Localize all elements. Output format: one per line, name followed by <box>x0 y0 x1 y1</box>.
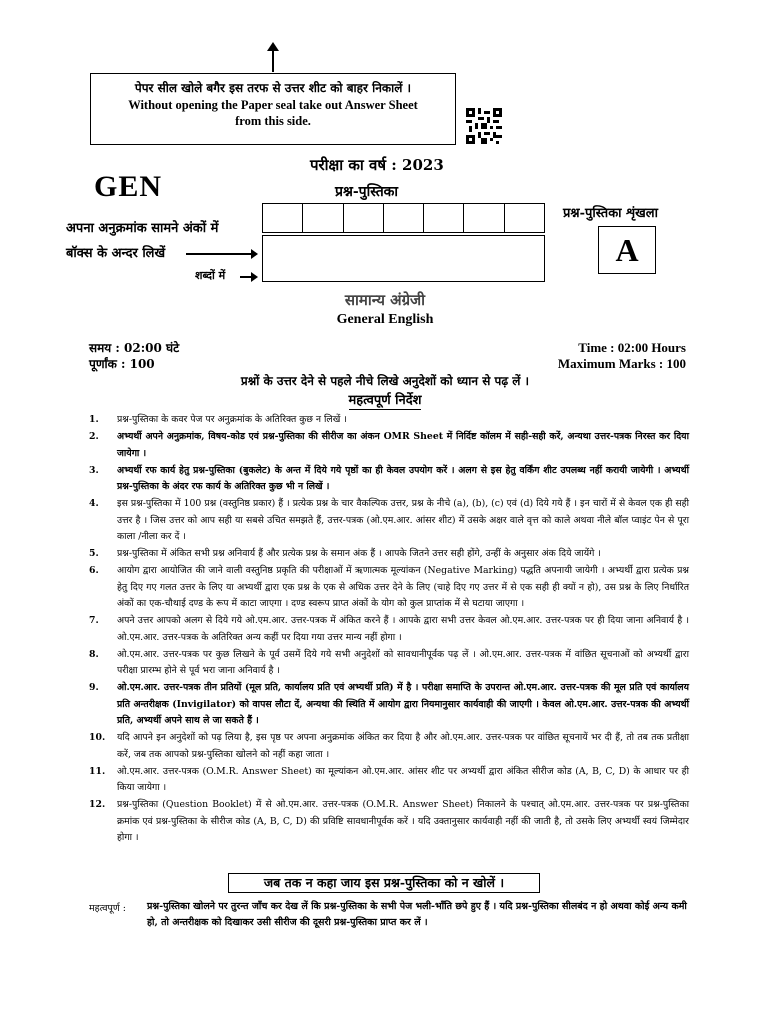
subject-hindi: सामान्य अंग्रेजी <box>344 291 426 309</box>
roll-digit-box[interactable] <box>464 204 504 232</box>
item-number: 1. <box>89 414 99 425</box>
list-item <box>89 680 689 730</box>
item-text: प्रश्न-पुस्तिका (Question Booklet) में से ओ.एम.आर. उत्तर-पत्रक (O.M.R. Answer Sheet) निकालने के पश्चात् ओ.एम.आर. उत्तर-पत्रक पर प्रश्न-पुस्तिका क्रमांक एवं प्रश्न-पुस्तिका के सीरीज कोड (A, B, C, D) की प्रविष्टि सावधानीपूर्वक करें । यदि उक्तानुसार कार्यवाही नहीं की जाती है, तो उसके लिए अभ्यर्थी स्वयं जिम्मेदार होगा । <box>117 799 689 843</box>
time-marks-hindi <box>89 340 179 372</box>
item-text: इस प्रश्न-पुस्तिका में 100 प्रश्न (वस्तुनिष्ठ प्रकार) हैं । प्रत्येक प्रश्न के चार वैकल्पिक उत्तर, प्रश्न के नीचे (a), (b), (c) एवं (d) दिये गये हैं । इन चारों में से केवल एक ही सही उत्तर है । जिस उत्तर को आप सही या सबसे उचित समझते हैं, उत्तर-पत्रक (ओ.एम.आर. आंसर शीट) में उसके अक्षर वाले वृत्त को काले अथवा नीले बॉल प्वाइंट पेन से पूरा काला /नीला कर दें । <box>117 498 689 542</box>
roll-digits-arrow-icon <box>186 253 256 255</box>
list-item <box>89 412 689 429</box>
item-text: अभ्यर्थी अपने अनुक्रमांक, विषय-कोड एवं प्रश्न-पुस्तिका की सीरीज का अंकन OMR Sheet में निर्दिष्ट कॉलम में सही-सही करें, अन्यथा उत्तर-पत्रक निरस्त कर दिया जायेगा । <box>117 431 689 459</box>
roll-digit-box[interactable] <box>263 204 303 232</box>
list-item <box>89 463 689 496</box>
item-number: 2. <box>89 431 99 442</box>
item-number: 5. <box>89 548 99 559</box>
seal-instruction-box <box>90 73 456 145</box>
important-title-text: महत्वपूर्ण निर्देश <box>348 393 422 408</box>
time-hindi: समय : 02:00 घंटे <box>89 341 180 355</box>
item-number: 10. <box>89 732 106 743</box>
item-text: यदि आपने इन अनुदेशों को पढ़ लिया है, इस पृष्ठ पर अपना अनुक्रमांक अंकित कर दिया है और ओ.एम.आर. उत्तर-पत्रक पर वांछित सूचनायें भर दी हैं, तो तब तक प्रतीक्षा करें, जब तक आपको प्रश्न-पुस्तिका खोलने को नहीं कहा जाता । <box>117 732 689 760</box>
important-instructions-title <box>0 390 770 408</box>
item-text: आयोग द्वारा आयोजित की जाने वाली वस्तुनिष्ठ प्रकृति की परीक्षाओं में ऋणात्मक मूल्यांकन (Negative Marking) पद्धति अपनायी जायेगी । अभ्यर्थी द्वारा प्रत्येक प्रश्न हेतु दिए गए गलत उत्तर के लिए या अभ्यर्थी द्वारा एक प्रश्न के एक से अधिक उत्तर देने के लिए (चाहे दिए गए उत्तर में से एक सही ही क्यों न हो), उस प्रश्न के लिए निर्धारित अंकों का एक-चौथाई दण्ड के रूप में काटा जाएगा । दण्ड स्वरूप प्राप्त अंकों के योग को कुल प्राप्तांक में से घटाया जाएगा । <box>117 565 689 609</box>
qr-code-icon <box>466 108 502 144</box>
list-item <box>89 429 689 462</box>
instruction-list <box>89 412 689 847</box>
read-instructions-note: प्रश्नों के उत्तर देने से पहले नीचे लिखे अनुदेशों को ध्यान से पढ़ लें । <box>240 374 530 388</box>
roll-words-label: शब्दों में <box>195 269 226 282</box>
roll-number-label <box>66 216 218 266</box>
seal-text-english-2: from this side. <box>235 114 311 128</box>
item-number: 7. <box>89 615 99 626</box>
list-item <box>89 730 689 763</box>
roll-number-digit-boxes[interactable] <box>262 203 545 233</box>
item-number: 9. <box>89 682 99 693</box>
category-code: GEN <box>94 170 163 203</box>
item-number: 8. <box>89 648 99 660</box>
item-number: 3. <box>89 464 99 476</box>
roll-label-line1: अपना अनुक्रमांक सामने अंकों में <box>66 221 219 236</box>
roll-digit-box[interactable] <box>424 204 464 232</box>
marks-english: Maximum Marks : 100 <box>557 356 686 371</box>
item-text: अभ्यर्थी रफ कार्य हेतु प्रश्न-पुस्तिका (बुकलेट) के अन्त में दिये गये पृष्ठों का ही केवल उपयोग करें । अलग से इस हेतु वर्किंग शीट उपलब्ध नहीं करायी जायेगी । अभ्यर्थी प्रश्न-पुस्तिका के अंदर रफ कार्य के अतिरिक्त कुछ भी न लिखें । <box>117 464 689 492</box>
roll-digit-box[interactable] <box>505 204 544 232</box>
roll-digit-box[interactable] <box>384 204 424 232</box>
subject-english: General English <box>336 312 434 327</box>
roll-words-arrow-icon <box>240 276 256 278</box>
series-label: प्रश्न-पुस्तिका शृंखला <box>563 206 658 221</box>
list-item <box>89 797 689 847</box>
item-text: अपने उत्तर आपको अलग से दिये गये ओ.एम.आर. उत्तर-पत्रक में अंकित करने हैं । आपके द्वारा सभी उत्तर केवल ओ.एम.आर. उत्तर-पत्रक पर ही दिया जाना अनिवार्य है । ओ.एम.आर. उत्तर-पत्रक के अतिरिक्त अन्य कहीं पर दिया गया उत्तर मान्य नहीं होगा । <box>117 615 689 643</box>
time-marks-english <box>558 340 686 372</box>
item-text: प्रश्न-पुस्तिका के कवर पेज पर अनुक्रमांक के अतिरिक्त कुछ न लिखें । <box>117 414 347 425</box>
item-number: 4. <box>89 498 99 509</box>
marks-hindi: पूर्णांक : 100 <box>89 357 155 371</box>
booklet-title: प्रश्न-पुस्तिका <box>335 184 399 200</box>
list-item <box>89 613 689 646</box>
item-number: 11. <box>89 765 106 777</box>
list-item <box>89 764 689 797</box>
item-text: ओ.एम.आर. उत्तर-पत्रक पर कुछ लिखने के पूर्व उसमें दिये गये सभी अनुदेशों को सावधानीपूर्वक पढ़ लें । ओ.एम.आर. उत्तर-पत्रक में वांछित सूचनाओं को अभ्यर्थी द्वारा परीक्षा प्रारम्भ होने से पूर्व भरा जाना अनिवार्य है । <box>117 648 689 676</box>
series-code-box: A <box>598 226 656 274</box>
item-text: ओ.एम.आर. उत्तर-पत्रक (O.M.R. Answer Sheet) का मूल्यांकन ओ.एम.आर. आंसर शीट पर अभ्यर्थी द्वारा अंकित सीरीज कोड (A, B, C, D) के आधार पर ही किया जायेगा । <box>117 765 689 793</box>
roll-label-line2: बॉक्स के अन्दर लिखें <box>66 246 166 261</box>
do-not-open-notice: जब तक न कहा जाय इस प्रश्न-पुस्तिका को न खोलें । <box>228 873 540 893</box>
item-text: प्रश्न-पुस्तिका में अंकित सभी प्रश्न अनिवार्य हैं और प्रत्येक प्रश्न के समान अंक हैं । आपके जितने उत्तर सही होंगे, उन्हीं के अनुसार अंक दिये जायेंगे । <box>117 548 601 559</box>
item-number: 12. <box>89 799 106 810</box>
exam-year: परीक्षा का वर्ष : 2023 <box>310 156 444 174</box>
seal-text-english-1: Without opening the Paper seal take out Answer Sheet <box>128 98 418 112</box>
item-text: ओ.एम.आर. उत्तर-पत्रक तीन प्रतियों (मूल प्रति, कार्यालय प्रति एवं अभ्यर्थी प्रति) में है । परीक्षा समाप्ति के उपरान्त ओ.एम.आर. उत्तर-पत्रक की मूल प्रति एवं कार्यालय प्रति अन्तरीक्षक (Invigilator) को वापस लौटा दें, अन्यथा की स्थिति में आयोग द्वारा नियमानुसार कार्यवाही की जाएगी । केवल ओ.एम.आर. उत्तर-पत्रक की अभ्यर्थी प्रति, अभ्यर्थी अपने साथ ले जा सकते हैं । <box>117 682 689 726</box>
final-important-label: महत्वपूर्ण : <box>89 903 127 914</box>
list-item <box>89 496 689 546</box>
item-number: 6. <box>89 565 99 576</box>
roll-number-words-box[interactable] <box>262 235 545 282</box>
time-english: Time : 02:00 Hours <box>578 340 686 355</box>
roll-digit-box[interactable] <box>303 204 343 232</box>
list-item <box>89 546 689 563</box>
list-item <box>89 647 689 680</box>
final-important-text: प्रश्न-पुस्तिका खोलने पर तुरन्त जाँच कर देख लें कि प्रश्न-पुस्तिका के सभी पेज भली-भाँति छपे हुए हैं । यदि प्रश्न-पुस्तिका सीलबंद न हो अथवा कोई अन्य कमी हो, तो अन्तरीक्षक को दिखाकर उसी सीरीज की दूसरी प्रश्न-पुस्तिका प्राप्त कर लें । <box>147 901 687 928</box>
roll-digit-box[interactable] <box>344 204 384 232</box>
up-arrow-line <box>272 50 274 72</box>
seal-text-hindi: पेपर सील खोले बगैर इस तरफ से उत्तर शीट को बाहर निकालें । <box>134 81 412 95</box>
list-item <box>89 563 689 613</box>
